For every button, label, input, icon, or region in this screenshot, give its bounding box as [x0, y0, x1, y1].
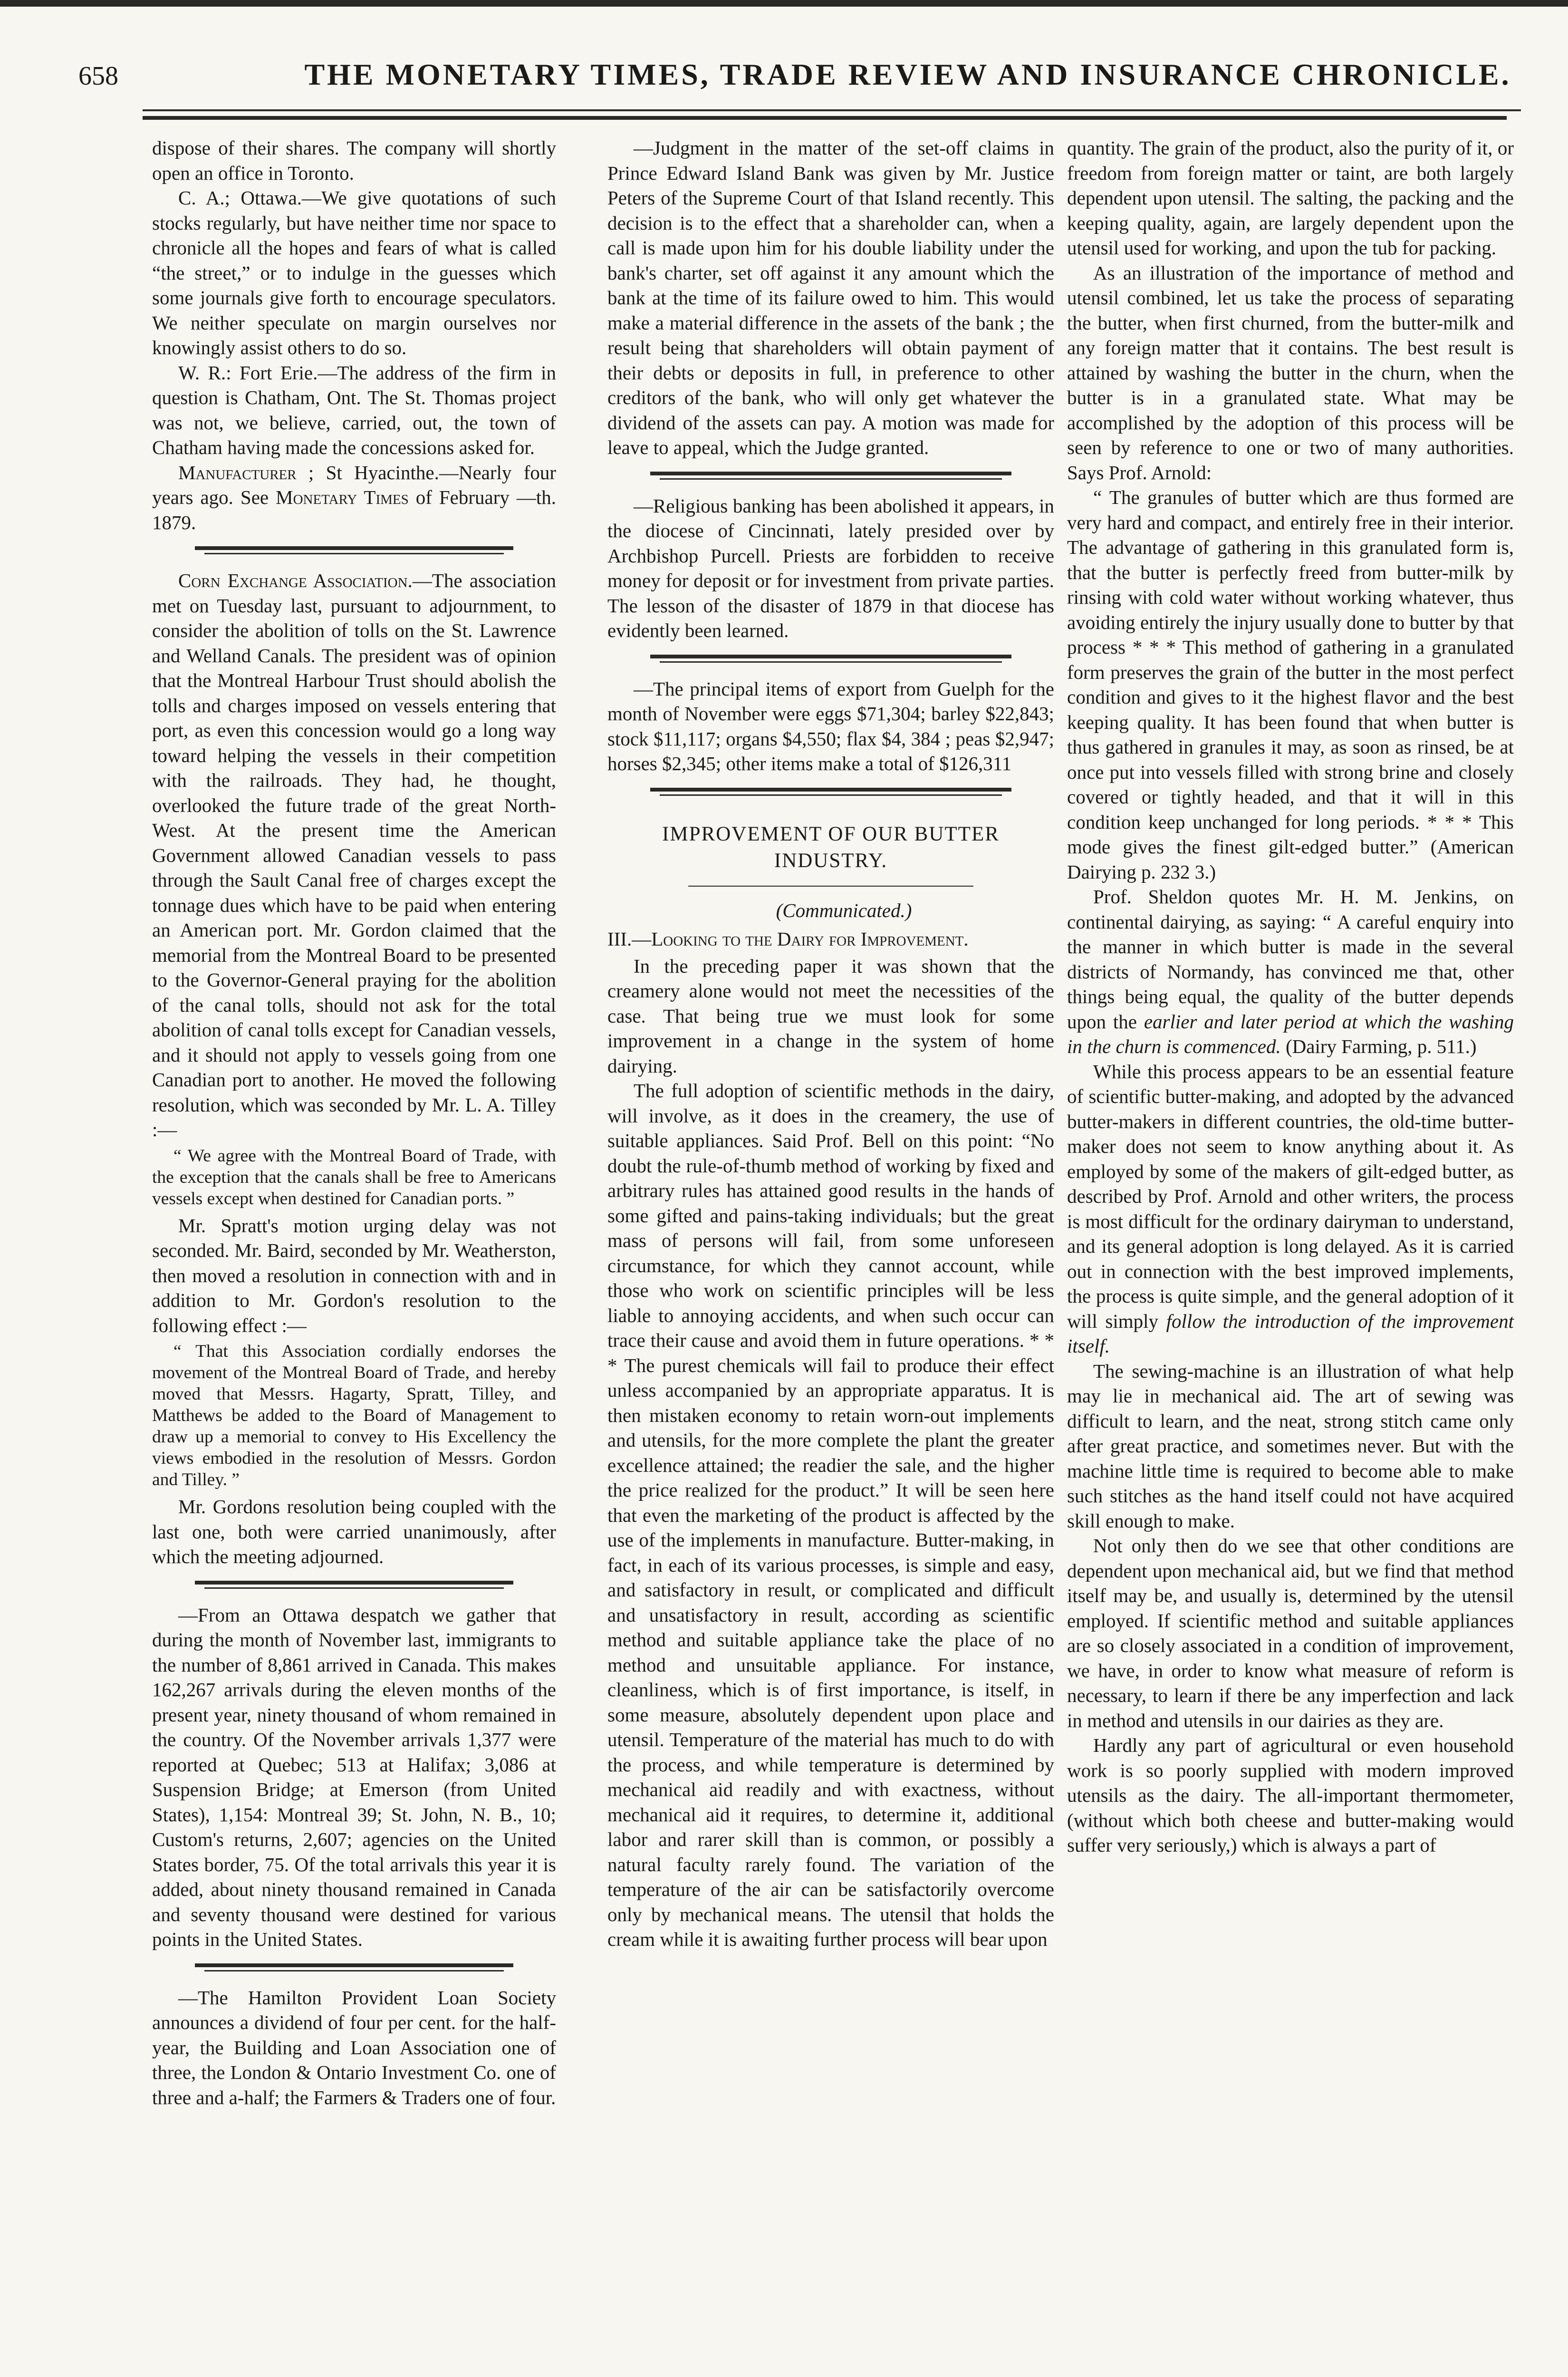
italic-text: earlier and later period at which the washing in the churn is commenced. [1067, 1010, 1514, 1057]
paragraph: Mr. Gordons resolution being coupled with the last one, both were carried unanimously, after which the meeting adjourned. [152, 1496, 556, 1567]
paragraph: As an illustration of the importance of method and utensil combined, let us take the process of separating the butter, when first churned, from the butter-milk and any foreign matter that it contains. The best result is attained by washing the butter in the churn, when the butter is in a granulated state. What may be accomplished by the adoption of this process will be seen by reference to one or two of many authorities. Says Prof. Arnold: [1067, 261, 1514, 483]
item-lead: Corn Exchange Association. [178, 570, 413, 591]
paragraph: dispose of their shares. The company will shortly open an office in Toronto. [152, 137, 556, 184]
page-number: 658 [78, 61, 118, 91]
page-header [78, 57, 1523, 102]
italic-text: follow the introduction of the improvement itself. [1067, 1310, 1514, 1357]
publication-reference: Monetary Times [276, 486, 409, 508]
section-title: Looking to the Dairy for Improvement. [651, 928, 969, 950]
paragraph: —Judgment in the matter of the set-off claims in Prince Edward Island Bank was given by Mr. Justice Peters of the Supreme Court of that Island recently. This decision is to the effect that a shareholder can, when a call is made upon him for his double liability under the bank's charter, set off against it any amount which the bank at the time of its failure owed to him. This would make a material difference in the assets of the bank ; the result being that shareholders will obtain payment of their debts or deposits in full, in preference to other creditors of the bank, who will only get whatever the dividend of the assets can pay. A motion was made for leave to appeal, which the Judge granted. [607, 137, 1054, 458]
section-divider [607, 460, 1054, 493]
block-quote: “ That this Association cordially endorses the movement of the Montreal Board of Trade, and hereby moved that Messrs. Hagarty, Spratt, Tilley, and Matthews be added to the Board of Management to draw up a memorial to convey to His Excellency the views embodied in the resolution of Messrs. Gordon and Tilley. ” [152, 1342, 556, 1489]
paragraph: W. R.: Fort Erie.—The address of the firm in question is Chatham, Ont. The St. Thomas project was not, we believe, carried, out, the town of Chatham having made the concessions asked for. [152, 361, 556, 458]
header-rule-thin [143, 109, 1521, 111]
section-divider [152, 535, 556, 568]
paragraph: quantity. The grain of the product, also the purity of it, or freedom from foreign matter or taint, are both largely dependent upon utensil. The salting, the packing and the keeping quality, again, are largely dependent upon the utensil used for working, and upon the tub for packing. [1067, 137, 1514, 259]
column-1 [152, 135, 556, 2110]
block-quote: “ We agree with the Montreal Board of Trade, with the exception that the canals shall be free to Americans vessels except when destined for Canadian ports. ” [152, 1146, 556, 1208]
section-divider [607, 776, 1054, 810]
citation: (Dairy Farming, p. 511.) [1286, 1035, 1477, 1057]
paragraph [1067, 884, 1514, 1059]
paragraph: In the preceding paper it was shown that the creamery alone would not meet the necessities of the case. That being true we must look for some improvement in a change in the system of home dairying. [607, 955, 1054, 1077]
header-rule-thick [143, 116, 1507, 120]
paragraph: The sewing-machine is an illustration of what help may lie in mechanical aid. The art of sewing was difficult to learn, and the neat, strong stitch came only after great practice, and sometimes never. But with the machine little time is required to become able to make such stitches as the hand itself could not have acquired skill enough to make. [1067, 1360, 1514, 1532]
paragraph: Not only then do we see that other conditions are dependent upon mechanical aid, but we find that method itself may be, and usually is, determined by the utensil employed. If scientific method and suitable appliances are so closely associated in a condition of improvement, we have, in order to know what measure of reform is necessary, to learn if there be any imperfection and lack in method and utensils in our dairies as they are. [1067, 1535, 1514, 1731]
paragraph [152, 460, 556, 535]
section-number: III.— [607, 928, 652, 950]
article-title: IMPROVEMENT OF OUR BUTTER INDUSTRY. [662, 822, 1000, 872]
paragraph: The full adoption of scientific methods in the dairy, will involve, as it does in the creamery, the use of suitable appliances. Said Prof. Bell on this point: “No doubt the rule-of-thumb method of working by fixed and arbitrary rules has attained good results in the hands of some gifted and pains-taking individuals; but the great mass of persons will fail, from some unforeseen circumstance, for which they cannot account, while those who work on scientific principles will be less liable to annoying accidents, and when such occur can trace their cause and avoid them in future operations. * * * The purest chemicals will fail to produce their effect unless accompanied by an appropriate apparatus. It is then mistaken economy to retain worn-out implements and utensils, for the more complete the plant the greater excellence attained; the readier the sale, and the higher the price realized for the product.” It will be seen here that even the marketing of the product is affected by the use of the implements in manufacture. Butter-making, in fact, in each of its various processes, is simple and easy, and satisfactory in result, or complicated and difficult and unsatisfactory in result, according as scientific method and suitable appliance take the place of no method and unsuitable appliance. For instance, cleanliness, which is of first importance, is itself, in some measure, absolutely dependent upon place and utensil. Temperature of the material has much to do with the process, and while temperature is determined by mechanical aid readily and with exactness, without mechanical aid it requires, to determine it, additional labor and rarer skill than is common, or possibly a natural faculty rarely found. The variation of the temperature of the air can be satisfactorily overcome only by mechanical means. The utensil that holds the cream while it is awaiting further process will bear upon [607, 1080, 1054, 1950]
correspondent-name: Manufacturer [178, 461, 297, 483]
paragraph: —From an Ottawa despatch we gather that during the month of November last, immigrants to the number of 8,861 arrived in Canada. This makes 162,267 arrivals during the eleven months of the present year, ninety thousand of whom remained in the country. Of the November arrivals 1,377 were reported at Quebec; 513 at Halifax; 3,086 at Suspension Bridge; at Emerson (from United States), 1,154: Montreal 39; St. John, N. B., 10; Custom's returns, 2,607; agencies on the United States border, 75. Of the total arrivals this year it is added, about ninety thousand remained in Canada and seventy thousand were destined for various points in the United States. [152, 1604, 556, 1950]
title-rule [607, 881, 1054, 895]
paragraph: —Religious banking has been abolished it appears, in the diocese of Cincinnati, lately presided over by Archbishop Purcell. Priests are forbidden to receive money for deposit or for investment from private parties. The lesson of the disaster of 1879 in that diocese has evidently been learned. [607, 494, 1054, 641]
paragraph: Hardly any part of agricultural or even household work is so poorly supplied with modern improved utensils as the dairy. The all-important thermometer, (without which both cheese and butter-making would suffer very seriously,) which is always a part of [1067, 1734, 1514, 1856]
byline: (Communicated.) [776, 899, 912, 921]
column-2 [607, 135, 1054, 1952]
paragraph: C. A.; Ottawa.—We give quotations of such stocks regularly, but have neither time nor space to chronicle all the hopes and fears of what is called “the street,” or to indulge in the guesses which some journals give forth to encourage speculators. We neither speculate on margin ourselves nor knowingly assist others to do so. [152, 187, 556, 358]
text-run: —The association met on Tuesday last, pursuant to adjournment, to consider the abolition of tolls on the St. Lawrence and Welland Canals. The president was of opinion that the Montreal Harbour Trust should abolish the tolls and charges imposed on vessels entering that port, as even this concession would go a long way toward helping the vessels in their competition with the railroads. They had, he thought, overlooked the future trade of the great North-West. At the present time the American Government allowed Canadian vessels to pass through the Sault Canal free of charges except the tonnage dues which have to be paid when entering an American port. Mr. Gordon claimed that the memorial from the Montreal Board to be presented to the Governor-General praying for the abolition of the canal tolls, should not ask for the total abolition of canal tolls except for Canadian vessels, and it should not apply to vessels going from one Canadian port to another. He moved the following resolution, which was seconded by Mr. L. A. Tilley :— [152, 570, 556, 1140]
column-3 [1067, 135, 1514, 1858]
text-run: While this process appears to be an essential feature of scientific butter-making, and adopted by the advanced butter-makers in different countries, the old-time butter-maker does not seem to know anything about it. As employed by some of the makers of gilt-edged butter, as described by Prof. Arnold and other writers, the process is most difficult for the ordinary dairyman to understand, and its general adoption is long delayed. As it is carried out in connection with the best improved implements, the process is quite simple, and the general adoption of it will simply [1067, 1060, 1514, 1332]
paragraph: “ The granules of butter which are thus formed are very hard and compact, and entirely free in their interior. The advantage of gathering in this granulated form is, that the butter is perfectly freed from butter-milk by rinsing with cold water without working whatever, thus avoiding entirely the injury usually done to butter by that process * * * This method of gathering in a granulated form preserves the grain of the butter in the most perfect condition and gives to it the highest flavor and the best keeping quality. It has been found that when butter is thus gathered in granules it may, as soon as rinsed, be at once put into vessels filled with strong brine and closely covered or tightly headed, and that it will in this condition keep unchanged for long periods. * * * This mode gives the finest gilt-edged butter.” (American Dairying p. 232 3.) [1067, 486, 1514, 883]
section-divider [607, 643, 1054, 676]
paragraph [1067, 1059, 1514, 1359]
scan-edge-top [0, 0, 1568, 7]
section-divider [152, 1569, 556, 1603]
section-heading [607, 927, 1054, 952]
paragraph: Mr. Spratt's motion urging delay was not seconded. Mr. Baird, seconded by Mr. Weatherston, then moved a resolution in connection with and in addition to Mr. Gordon's resolution to the following effect :— [152, 1214, 556, 1336]
paragraph: —The Hamilton Provident Loan Society announces a dividend of four per cent. for the half-year, the Building and Loan Association one of three, the London & Ontario Investment Co. one of three and a-half; the Farmers & Traders one of four. [152, 1986, 556, 2108]
text-run: Prof. Sheldon quotes Mr. H. M. Jenkins, on continental dairying, as saying: “ A careful enquiry into the manner in which butter is made in the several districts of Normandy, has convinced me that, other things being equal, the quality of the butter depends upon the [1067, 886, 1514, 1033]
masthead-title: THE MONETARY TIMES, TRADE REVIEW AND INSURANCE CHRONICLE. [304, 58, 1511, 91]
section-divider [152, 1952, 556, 1985]
paragraph: —The principal items of export from Guelph for the month of November were eggs $71,304; barley $22,843; stock $11,117; organs $4,550; flax $4, 384 ; peas $2,947; horses $2,345; other items make a total of $126,311 [607, 677, 1054, 774]
paragraph [152, 568, 556, 1142]
text-run: ; St Hyacinthe.—Nearly four years ago. See [152, 461, 556, 508]
text-run: of February —th. 1879. [152, 486, 557, 533]
